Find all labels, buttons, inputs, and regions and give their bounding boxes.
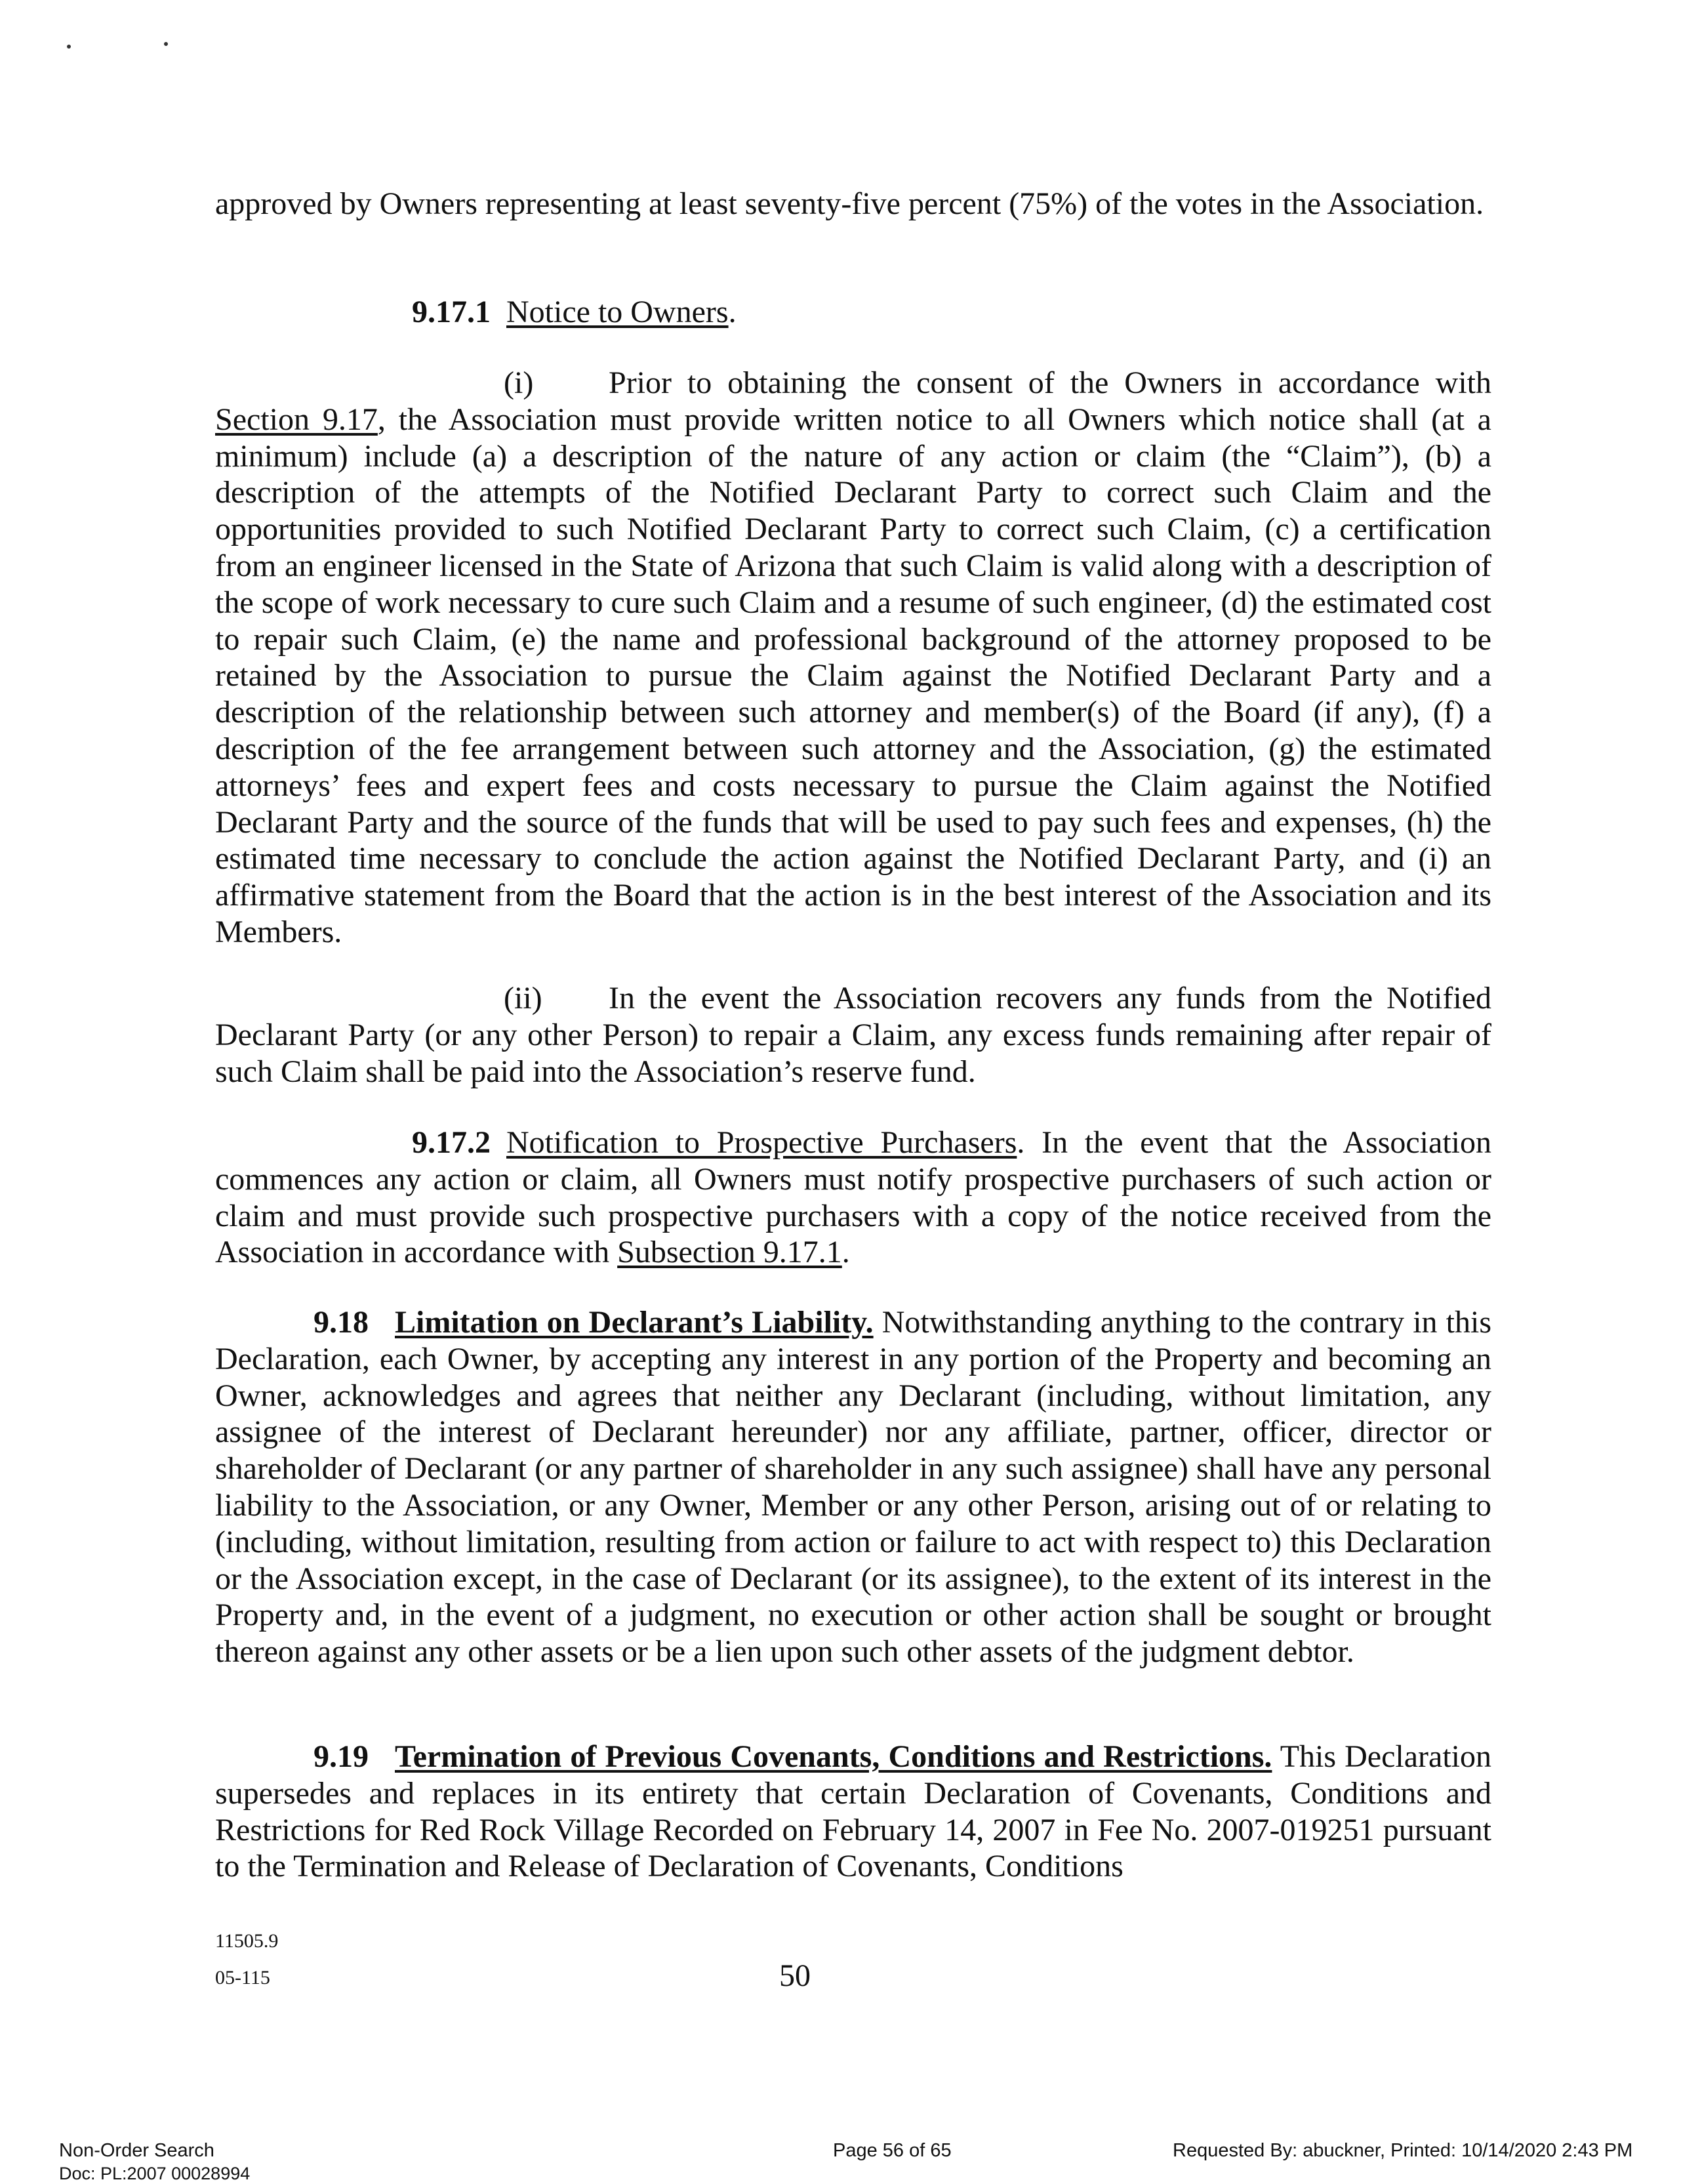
scan-speck <box>67 45 71 49</box>
section-9-18-paragraph <box>215 1304 1491 1670</box>
section-title: Notice to Owners <box>506 295 729 329</box>
search-type-label: Non-Order Search <box>59 2140 214 2161</box>
section-9-17-2-paragraph <box>215 1124 1491 1271</box>
section-reference-link[interactable]: Section 9.17 <box>215 402 378 437</box>
section-text: Notwithstanding anything to the contrary in this Declaration, each Owner, by accepting any interest in any portion of the Property and becoming an Owner, acknowledges and agrees that neither any Declarant (including, without limitation, any assignee of the interest of Declarant hereunder) nor any affiliate, partner, officer, director or shareholder of Declarant (or any partner of shareholder in any such assignee) shall have any personal liability to the Association, or any Owner, Member or any other Person, arising out of or relating to (including, without limitation, resulting from action or failure to act with respect to) this Declaration or the Association except, in the case of Declarant (or its assignee), to the extent of its interest in the Property and, in the event of a judgment, no execution or other action shall be sought or brought thereon against any other assets or be a lien upon such other assets of the judgment debtor. <box>215 1305 1492 1670</box>
section-number: 9.17.2 <box>412 1125 491 1160</box>
item-label: (ii) <box>504 981 542 1016</box>
section-text: . In the event that the Association commences any action or claim, all Owners must notify prospective purchasers of such action or claim and must provide such prospective purchasers with a copy of the notice received from the Association in accordance with <box>215 1125 1491 1270</box>
section-title: Termination of Previous Covenants, Conditions and Restrictions. <box>395 1739 1272 1774</box>
document-code: 05-115 <box>215 1967 270 1988</box>
subsection-reference-link[interactable]: Subsection 9.17.1 <box>617 1235 842 1270</box>
section-number: 9.18 <box>314 1305 369 1340</box>
page-count: Page 56 of 65 <box>833 2140 952 2161</box>
section-number: 9.17.1 <box>412 295 491 329</box>
section-9-19-paragraph <box>215 1739 1491 1885</box>
section-number: 9.19 <box>314 1739 369 1774</box>
intro-paragraph <box>215 186 1491 222</box>
section-text: This Declaration supersedes and replaces in its entirety that certain Declaration of Covenants, Conditions and Restrictions for Red Rock Village Recorded on February 14, 2007 in Fee No. 2007-019251 pursuant to the Termination and Release of Declaration of Covenants, Conditions <box>215 1739 1492 1884</box>
scan-speck <box>164 42 168 46</box>
document-reference: Doc: PL:2007 00028994 <box>59 2164 251 2183</box>
intro-text: approved by Owners representing at least seventy-five percent (75%) of the votes in the Association. <box>215 186 1484 221</box>
section-text-end: . <box>841 1235 850 1270</box>
section-title: Limitation on Declarant’s Liability. <box>395 1305 874 1340</box>
item-ii-paragraph <box>215 980 1491 1090</box>
item-text: In the event the Association recovers any funds from the Notified Declarant Party (or any other Person) to repair a Claim, any excess funds remaining after repair of such Claim shall be paid into the Association’s reserve fund. <box>215 981 1491 1089</box>
page-number: 50 <box>779 1958 811 1993</box>
document-code: 11505.9 <box>215 1930 279 1952</box>
requested-by-info: Requested By: abuckner, Printed: 10/14/2020 2:43 PM <box>1173 2140 1633 2161</box>
item-text-start: Prior to obtaining the consent of the Owners in accordance with <box>609 365 1491 400</box>
section-9-17-1-heading <box>215 294 1491 331</box>
item-label: (i) <box>504 365 534 400</box>
section-title: Notification to Prospective Purchasers <box>506 1125 1017 1160</box>
item-i-paragraph <box>215 365 1491 951</box>
item-text-body: , the Association must provide written notice to all Owners which notice shall (at a minimum) include (a) a description of the nature of any action or claim (the “Claim”), (b) a description of the attempts of the Notified Declarant Party to correct such Claim and the opportunities provided to such Notified Declarant Party to correct such Claim, (c) a certification from an engineer licensed in the State of Arizona that such Claim is valid along with a description of the scope of work necessary to cure such Claim and a resume of such engineer, (d) the estimated cost to repair such Claim, (e) the name and professional background of the attorney proposed to be retained by the Association to pursue the Claim against the Notified Declarant Party and a description of the relationship between such attorney and member(s) of the Board (if any), (f) a description of the fee arrangement between such attorney and the Association, (g) the estimated attorneys’ fees and expert fees and costs necessary to pursue the Claim against the Notified Declarant Party and the source of the funds that will be used to pay such fees and expenses, (h) the estimated time necessary to conclude the action against the Notified Declarant Party, and (i) an affirmative statement from the Board that the action is in the best interest of the Association and its Members. <box>215 402 1491 949</box>
section-title-period: . <box>728 295 737 329</box>
